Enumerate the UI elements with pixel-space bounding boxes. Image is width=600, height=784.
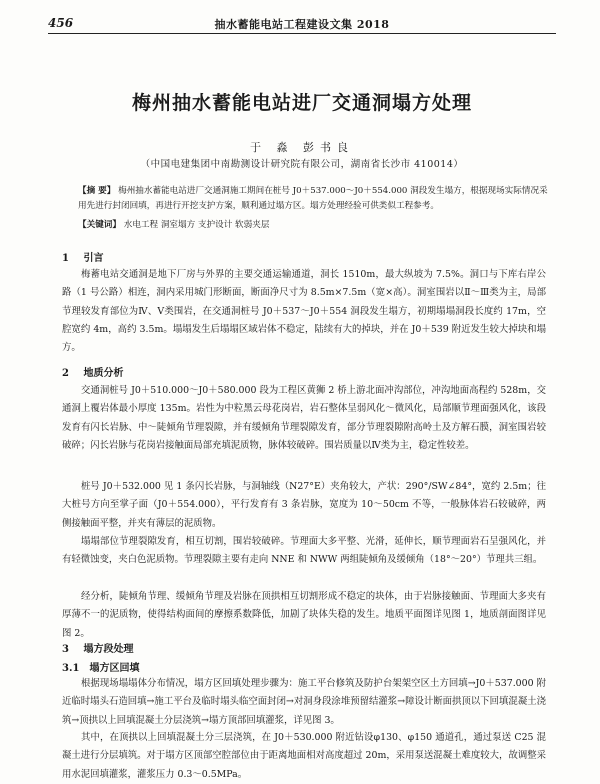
paragraph: 交通洞桩号 J0＋510.000～J0＋580.000 段为工程区黄狮 2 桥上游北面冲沟部位，冲沟地面高程约 528m，交通洞上覆岩体最小厚度 135m。岩性为中粒黑云母花岗岩，岩石整体呈弱风化～微风化，局部顺节理面强风化，该段发育有闪长岩脉、中～陡倾角节理裂隙，并有缓倾角节理裂隙发育，部分节理裂隙附高岭土及方解石膜，洞室围岩较破碎；闪长岩脉与花岗岩接触面局部充填泥质物，脉体较破碎。围岩质量以Ⅳ类为主，稳定性较差。 <box>62 385 546 451</box>
paragraph: 经分析，陡倾角节理、缓倾角节理及岩脉在顶拱相互切割形成不稳定的块体，由于岩脉接触面、节理面大多夹有厚薄不一的泥质物，使得结构面间的摩擦系数降低，加剧了块体失稳的发生。地质平面图详见图 1，地质剖面图详见图 2。 <box>62 591 546 639</box>
section-number: 2 <box>62 368 69 379</box>
abstract-text: 梅州抽水蓄能电站进厂交通洞施工期间在桩号 J0＋537.000～J0＋554.000 洞段发生塌方，根据现场实际情况采用先进行封闭回填，再进行开挖支护方案，顺利通过塌方区。塌方处理经验可供类似工程参考。 <box>78 186 548 211</box>
affiliation: （中国电建集团中南勘测设计研究院有限公司，湖南省长沙市 410014） <box>140 159 464 170</box>
section-number: 3 <box>62 644 69 655</box>
paragraph: 根据现场塌塌体分布情况，塌方区回填处理步骤为：施工平台修筑及防护台架架空区土方回填→J0＋537.000 附近临时塌头石造回填→施工平台及临时塌头临空面封闭→对洞身段涂堆预留结灌浆→障设计断面拱顶以下回填混凝土浇筑→顶拱以上回填混凝土分层浇筑→塌方顶部回填灌浆，详见图 3。 <box>62 678 546 726</box>
abstract <box>78 184 548 214</box>
subsection-number: 3.1 <box>62 663 80 674</box>
page-number: 456 <box>48 16 74 30</box>
paragraph: 梅蓄电站交通洞是地下厂房与外界的主要交通运输通道，洞长 1510m，最大纵坡为 7.5%。洞口与下库右岸公路（1 号公路）相连，洞内采用城门形断面，断面净尺寸为 8.5m×7.5m（宽×高）。洞室围岩以Ⅱ～Ⅲ类为主，局部节理较发育部位为Ⅳ、Ⅴ类围岩，在交通洞桩号 J0＋537～J0＋554 洞段发生塌方，初期塌塌洞段长度约 17m，空腔宽约 4m，高约 3.5m。塌塌发生后塌塌区域岩体不稳定，陆续有大的掉块，并在 J0＋539 附近发生较大掉块和塌方。 <box>62 269 546 354</box>
paragraph: 塌塌部位节理裂隙发育，相互切割，围岩较破碎。节理面大多平整、光滑，延伸长，顺节理面岩石呈强风化，并有轻微蚀变，夹白色泥质物。节理裂隙主要有走向 NNE 和 NWW 两组陡倾角及缓倾角（18°～20°）节理共三组。 <box>62 536 546 566</box>
section-title: 塌方段处理 <box>83 644 134 655</box>
authors: 于 淼 彭书良 <box>250 141 354 154</box>
subsection-heading-backfill <box>62 659 139 674</box>
page-header <box>48 13 556 34</box>
subsection-title: 塌方区回填 <box>89 663 140 674</box>
paper-title: 梅州抽水蓄能电站进厂交通洞塌方处理 <box>131 92 472 114</box>
section-heading-geology <box>62 364 123 379</box>
section-number: 1 <box>62 253 69 264</box>
abstract-label: 【摘 要】 <box>78 186 116 196</box>
keywords-text: 水电工程 洞室塌方 支护设计 软弱夹层 <box>123 220 270 230</box>
keywords <box>78 218 548 233</box>
section-heading-treatment <box>62 640 133 655</box>
paragraph: 其中，在顶拱以上回填混凝土分三层浇筑，在 J0＋530.000 附近钻设φ130、φ150 通道孔，通过泵送 C25 混凝土进行分层填筑。对于塌方区顶部空腔部位由于距离地面相对高度超过 20m，采用泵送混凝土难度较大，故调整采用水泥回填灌浆，灌浆压力 0.3～0.5MPa。 <box>62 732 546 780</box>
paragraph: 桩号 J0＋532.000 见 1 条闪长岩脉，与洞轴线（N27°E）夹角较大，产状：290°/SW∠84°，宽约 2.5m；往大桩号方向至掌子面（J0＋554.000），平行发育有 3 条岩脉，宽度为 10～50cm 不等，一般脉体岩石较破碎，两侧接触面平整，并夹有薄层的泥质物。 <box>62 481 546 529</box>
running-title: 抽水蓄能电站工程建设文集 2018 <box>214 18 390 31</box>
keywords-label: 【关键词】 <box>78 220 121 230</box>
section-heading-introduction <box>62 249 103 264</box>
section-title: 地质分析 <box>83 368 124 379</box>
section-title: 引言 <box>83 253 104 264</box>
